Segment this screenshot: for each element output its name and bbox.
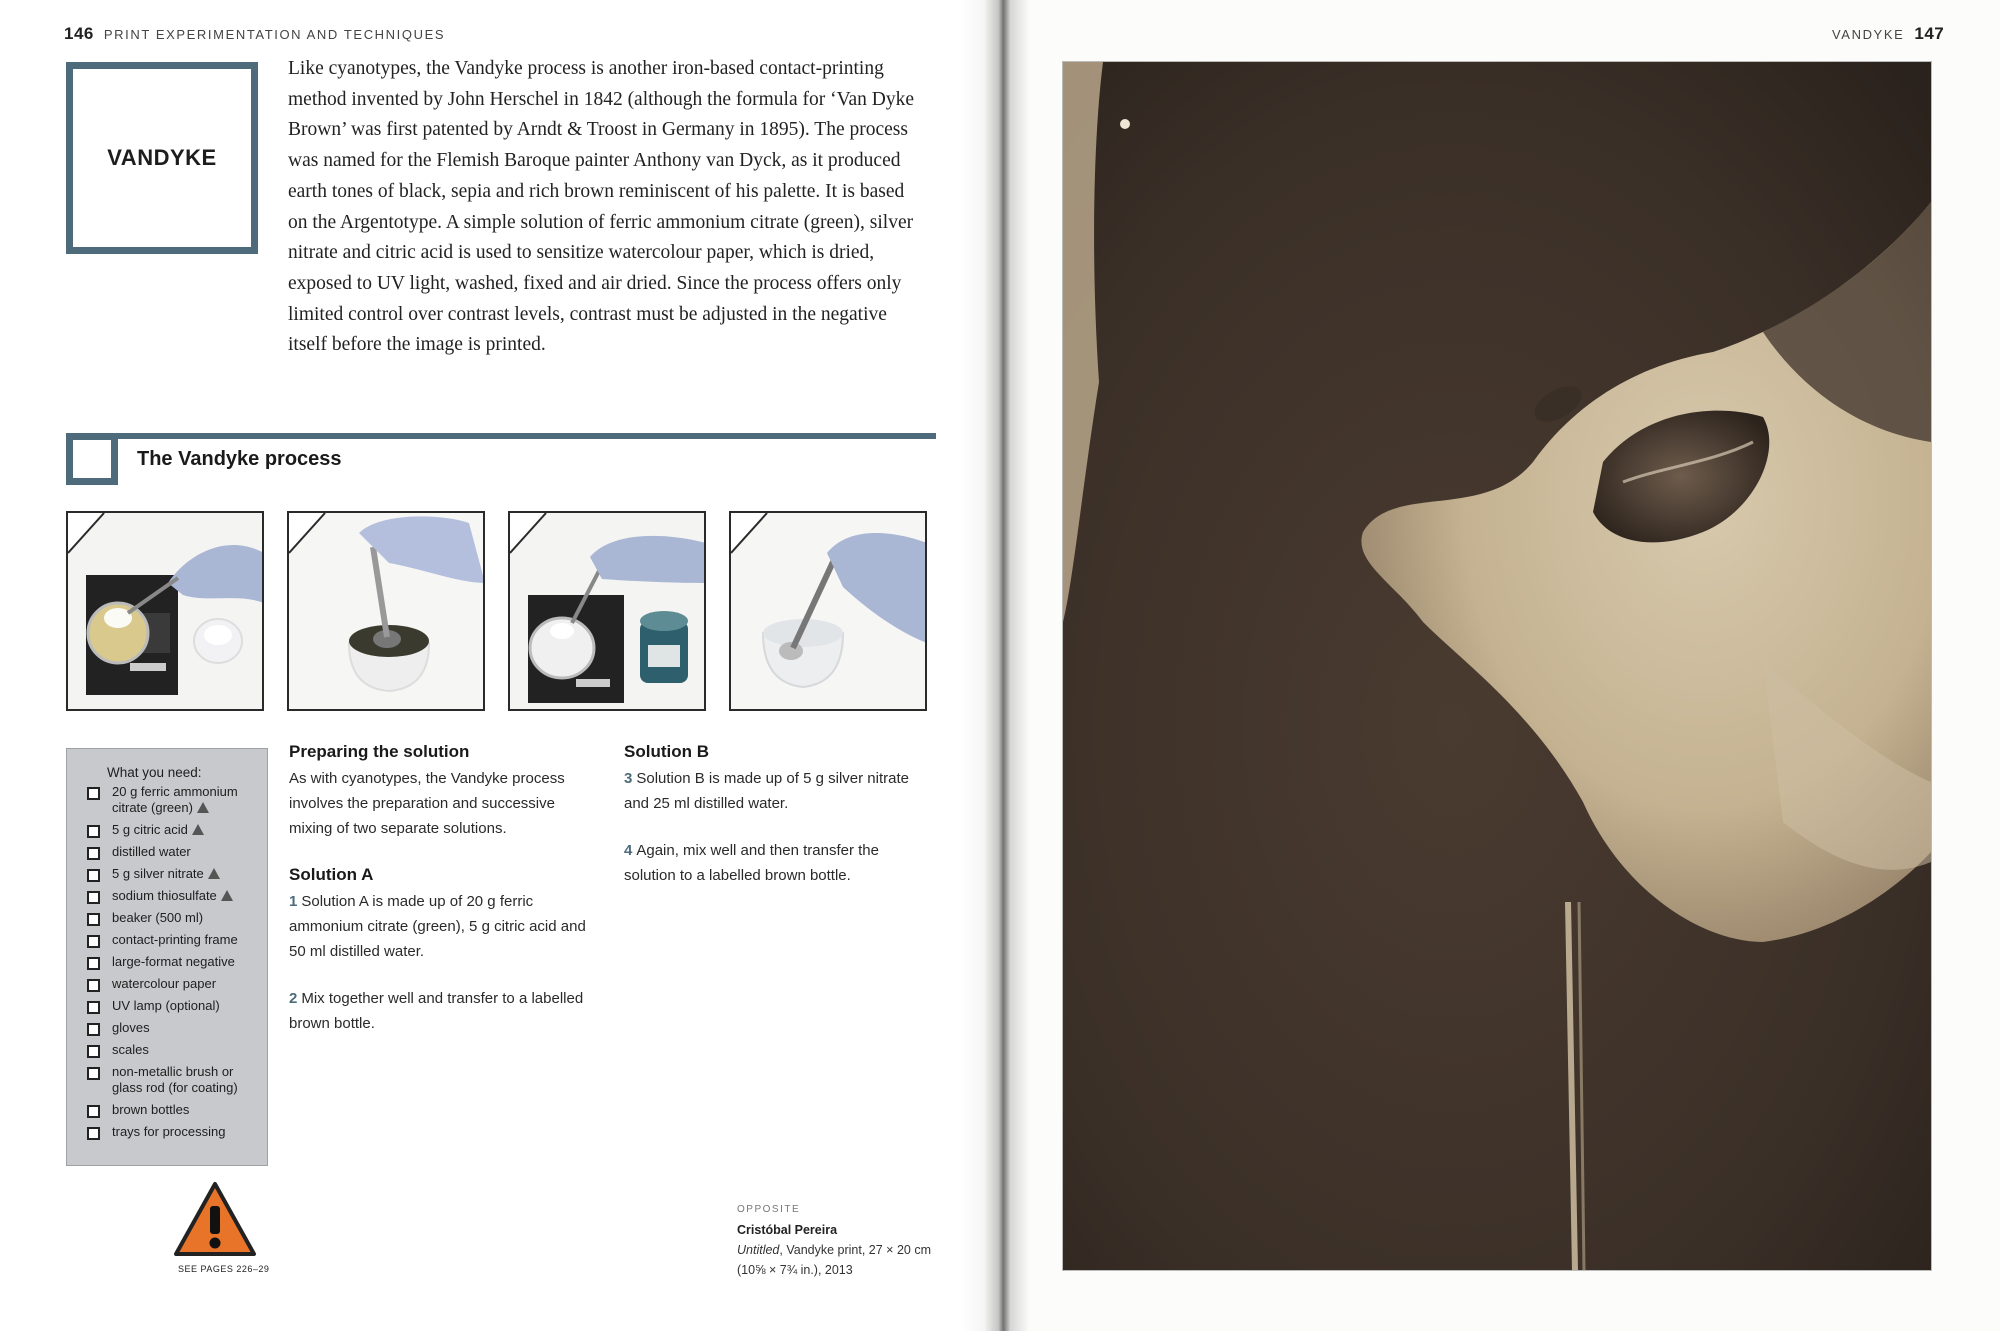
needs-item xyxy=(87,1042,259,1058)
step-1-number: 1 xyxy=(289,893,298,910)
section-rule xyxy=(66,433,936,439)
needs-item-label: scales xyxy=(112,1042,149,1057)
chapter-title: VANDYKE xyxy=(107,145,217,170)
needs-item-label: 5 g citric acid xyxy=(112,822,188,837)
needs-item-label: brown bottles xyxy=(112,1102,190,1117)
checkbox-icon[interactable] xyxy=(87,957,100,970)
section-title: The Vandyke process xyxy=(137,448,342,470)
needs-item-label: distilled water xyxy=(112,844,191,859)
credit-artist: Cristóbal Pereira xyxy=(737,1223,838,1237)
step-photo-1 xyxy=(66,511,264,711)
right-running-head-text: VANDYKE xyxy=(1832,27,1905,42)
preparing-column xyxy=(289,740,589,1036)
credit-work xyxy=(737,1240,967,1260)
checkbox-icon[interactable] xyxy=(87,847,100,860)
step-photo-4 xyxy=(729,511,927,711)
needs-item-label: 5 g silver nitrate xyxy=(112,866,204,881)
step-photo-3 xyxy=(508,511,706,711)
warning-icon xyxy=(197,802,209,813)
needs-item xyxy=(87,1124,259,1140)
needs-item xyxy=(87,954,259,970)
step-2-number: 2 xyxy=(289,990,298,1007)
needs-item xyxy=(87,932,259,948)
needs-item-label: trays for processing xyxy=(112,1124,226,1139)
solution-b-step-4 xyxy=(624,838,934,888)
step-4-text: Again, mix well and then transfer the solution to a labelled brown bottle. xyxy=(624,842,879,884)
needs-item xyxy=(87,1064,259,1096)
checkbox-icon[interactable] xyxy=(87,891,100,904)
solution-b-column xyxy=(624,740,934,888)
step-3-number: 3 xyxy=(624,770,633,787)
step-4-number: 4 xyxy=(624,842,633,859)
needs-item xyxy=(87,1102,259,1118)
left-page-number: 146 xyxy=(64,24,94,43)
needs-title: What you need: xyxy=(107,765,202,780)
warning-triangle-icon xyxy=(172,1180,258,1260)
step-3-text: Solution B is made up of 5 g silver nitrate and 25 ml distilled water. xyxy=(624,770,909,812)
vandyke-print-photo xyxy=(1062,61,1932,1271)
needs-item xyxy=(87,888,259,904)
checkbox-icon[interactable] xyxy=(87,1127,100,1140)
checkbox-icon[interactable] xyxy=(87,979,100,992)
warning-icon xyxy=(192,824,204,835)
warning-icon xyxy=(221,890,233,901)
solution-a-step-1 xyxy=(289,889,589,964)
solution-b-heading: Solution B xyxy=(624,742,709,761)
needs-item-label: large-format negative xyxy=(112,954,235,969)
needs-item-label: watercolour paper xyxy=(112,976,217,991)
needs-item-label: contact-printing frame xyxy=(112,932,238,947)
checkbox-icon[interactable] xyxy=(87,869,100,882)
needs-item xyxy=(87,1020,259,1036)
left-running-head-text: PRINT EXPERIMENTATION AND TECHNIQUES xyxy=(103,27,446,42)
chapter-title-box xyxy=(66,62,258,254)
step-2-text: Mix together well and transfer to a labelled brown bottle. xyxy=(289,990,584,1032)
credit-work-title: Untitled xyxy=(737,1243,780,1257)
needs-item-label: gloves xyxy=(112,1020,150,1035)
checkbox-icon[interactable] xyxy=(87,1067,100,1080)
section-box-icon xyxy=(66,433,118,485)
checkbox-icon[interactable] xyxy=(87,1105,100,1118)
needs-list xyxy=(87,784,259,1140)
needs-item-label: UV lamp (optional) xyxy=(112,998,220,1013)
solution-b-step-3 xyxy=(624,766,934,816)
left-page xyxy=(0,0,985,1331)
solution-a-heading: Solution A xyxy=(289,865,374,884)
needs-item xyxy=(87,866,259,882)
needs-item-label: non-metallic brush or glass rod (for coating) xyxy=(112,1064,238,1095)
needs-item xyxy=(87,910,259,926)
right-page-number: 147 xyxy=(1914,24,1945,43)
warning-icon xyxy=(208,868,220,879)
needs-item-label: 20 g ferric ammonium citrate (green) xyxy=(112,784,238,815)
checkbox-icon[interactable] xyxy=(87,935,100,948)
needs-item xyxy=(87,976,259,992)
what-you-need-box xyxy=(66,748,268,1166)
checkbox-icon[interactable] xyxy=(87,1001,100,1014)
intro-paragraph: Like cyanotypes, the Vandyke process is another iron-based contact-printing method invented by John Herschel in 1842 (although the formula for ‘Van Dyke Brown’ was first patented by Arndt & Troost in Germany in 1895). The process was named for the Flemish Baroque painter Anthony van Dyck, as it produced earth tones of black, sepia and rich brown reminiscent of his palette. It is based on the Argentotype. A simple solution of ferric ammonium citrate (green), silver nitrate and citric acid is used to sensitize watercolour paper, which is dried, exposed to UV light, washed, fixed and air dried. Since the process offers only limited control over contrast levels, contrast must be adjusted in the negative itself before the image is printed. xyxy=(288,58,915,356)
needs-item xyxy=(87,844,259,860)
needs-item xyxy=(87,998,259,1014)
credit-label: OPPOSITE xyxy=(737,1204,801,1215)
checkbox-icon[interactable] xyxy=(87,1045,100,1058)
preparing-text: As with cyanotypes, the Vandyke process involves the preparation and successive mixing of two separate solutions. xyxy=(289,770,565,837)
needs-item xyxy=(87,784,259,816)
preparing-heading: Preparing the solution xyxy=(289,742,470,761)
checkbox-icon[interactable] xyxy=(87,825,100,838)
needs-item xyxy=(87,822,259,838)
solution-a-step-2 xyxy=(289,986,589,1036)
photo-credit xyxy=(737,1200,967,1280)
checkbox-icon[interactable] xyxy=(87,913,100,926)
step-photo-2 xyxy=(287,511,485,711)
right-running-head xyxy=(1832,24,1944,44)
step-1-text: Solution A is made up of 20 g ferric ammonium citrate (green), 5 g citric acid and 50 ml distilled water. xyxy=(289,893,586,960)
checkbox-icon[interactable] xyxy=(87,787,100,800)
left-running-head xyxy=(64,24,445,44)
needs-item-label: sodium thiosulfate xyxy=(112,888,217,903)
credit-dimensions: (10⅝ × 7¾ in.), 2013 xyxy=(737,1263,853,1277)
needs-item-label: beaker (500 ml) xyxy=(112,910,204,925)
checkbox-icon[interactable] xyxy=(87,1023,100,1036)
credit-work-details: , Vandyke print, 27 × 20 cm xyxy=(779,1243,931,1257)
warning-caption: SEE PAGES 226–29 xyxy=(178,1264,270,1274)
